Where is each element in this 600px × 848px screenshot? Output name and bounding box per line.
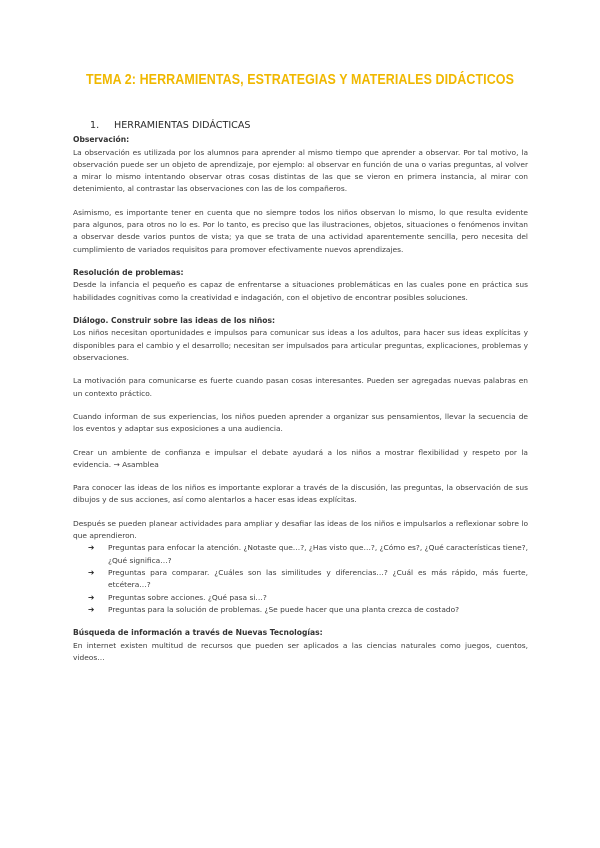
observacion-heading: Observación: [73, 135, 130, 144]
section-title: HERRAMIENTAS DIDÁCTICAS [114, 120, 251, 131]
dialogo-paragraph-4: Crear un ambiente de confianza e impulsar el debate ayudará a los niños a mostrar flexibilidad y respeto por la evidencia. → Asamblea [73, 447, 528, 469]
dialogo-paragraph-5: Para conocer las ideas de los niños es importante explorar a través de la discusión, las preguntas, la observación de sus dibujos y de sus acciones, así como alentarlos a hacer esas ideas explícitas. [73, 483, 528, 505]
resolucion-heading: Resolución de problemas: [73, 267, 184, 277]
section-heading [90, 120, 528, 131]
busqueda-paragraph-1: En internet existen multitud de recursos que pueden ser aplicados a las ciencias naturales como juegos, cuentos, videos… [73, 640, 528, 662]
list-item: ➔ Preguntas para enfocar la atención. ¿Notaste que…?, ¿Has visto que…?, ¿Cómo es?, ¿Qué características tiene?, ¿Qué significa…? [88, 543, 528, 565]
busqueda-heading: Búsqueda de información a través de Nuevas Tecnologías: [73, 628, 323, 638]
dialogo-paragraph-3: Cuando informan de sus experiencias, los niños pueden aprender a organizar sus pensamientos, llevar la secuencia de los eventos y adaptar sus exposiciones a una audiencia. [73, 411, 528, 434]
list-item: ➔ Preguntas para comparar. ¿Cuáles son las similitudes y diferencias…? ¿Cuál es más rápido, más fuerte, etcétera…? [88, 567, 528, 590]
dialogo-paragraph-6: Después se pueden planear actividades para ampliar y desafiar las ideas de los niños e impulsarlos a reflexionar sobre lo que aprendieron. [73, 518, 528, 541]
arrow-bullet-icon: ➔ [88, 543, 95, 553]
question-list [73, 542, 528, 616]
dialogo-paragraph-1: Los niños necesitan oportunidades e impulsos para comunicar sus ideas a los adultos, para hacer sus ideas explícitas y disponibles para el cambio y el desarrollo; necesitan ser impulsados para articular preguntas, explicaciones, problemas y observaciones. [73, 328, 528, 363]
observacion-paragraph-1: La observación es utilizada por los alumnos para aprender al mismo tiempo que aprender a observar. Por tal motivo, la observación puede ser un objeto de aprendizaje, por ejemplo: al observar en función de una o varias preguntas, al volver a mirar lo mismo intentando observar otras cosas distintas de las que se vieron en primera instancia, al mirar con detenimiento, al contrastar las observaciones con las de los compañeros. [73, 147, 528, 194]
section-number: 1. [90, 120, 100, 131]
page-title: TEMA 2: HERRAMIENTAS, ESTRATEGIAS Y MATERIALES DIDÁCTICOS [86, 72, 514, 88]
resolucion-paragraph-1: Desde la infancia el pequeño es capaz de enfrentarse a situaciones problemáticas en las cuales pone en práctica sus habilidades cognitivas como la creatividad e indagación, con el objetivo de encontrar posibles soluciones. [73, 280, 528, 302]
document-body [73, 120, 528, 664]
arrow-bullet-icon: ➔ [88, 604, 95, 614]
list-item: ➔ Preguntas para la solución de problemas. ¿Se puede hacer que una planta crezca de costado? [73, 604, 528, 616]
list-item: ➔ Preguntas sobre acciones. ¿Qué pasa si…? [73, 592, 528, 604]
dialogo-paragraph-2: La motivación para comunicarse es fuerte cuando pasan cosas interesantes. Pueden ser agregadas nuevas palabras en un contexto práctico. [73, 376, 528, 398]
observacion-paragraph-2: Asimismo, es importante tener en cuenta que no siempre todos los niños observan lo mismo, lo que resulta evidente para algunos, para otros no lo es. Por lo tanto, es preciso que las ilustraciones, objetos, situaciones o fenómenos invitan a observar desde varios puntos de vista; ya que se trata de una actividad aparentemente sencilla, pero necesita del cumplimiento de variados requisitos para promover efectivamente nuevos aprendizajes. [73, 207, 528, 254]
dialogo-heading: Diálogo. Construir sobre las ideas de los niños: [73, 315, 276, 325]
arrow-bullet-icon: ➔ [88, 592, 95, 602]
arrow-bullet-icon: ➔ [88, 567, 95, 577]
